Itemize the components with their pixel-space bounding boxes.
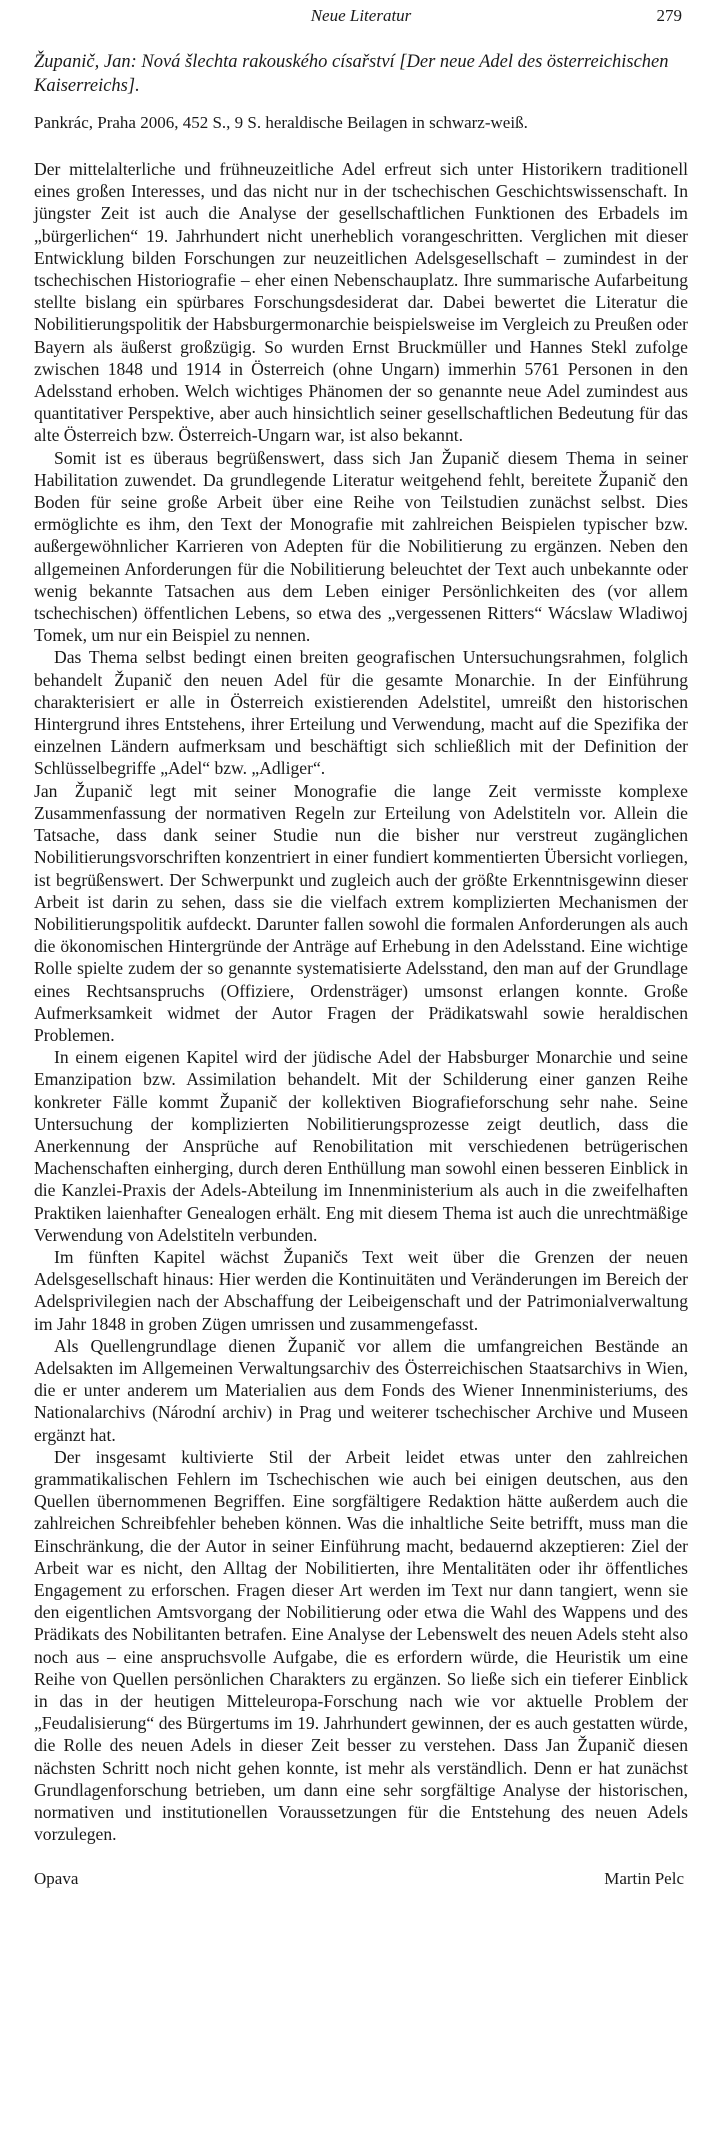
paragraph-5: In einem eigenen Kapitel wird der jüdische Adel der Habsburger Monarchie und seine Emanzipation bzw. Assimilation behandelt. Mit der Schilderung einer ganzen Reihe konkreter Fälle kommt Županič der kollektiven Biografieforschung sehr nahe. Seine Untersuchung der komplizierten Nobilitierungsprozesse zeigt deutlich, dass die Anerkennung der Ansprüche auf Renobilitation mit verschiedenen betrügerischen Machenschaften einherging, durch deren Enthüllung man sowohl einen besseren Einblick in die Kanzlei-Praxis der Adels-Abteilung im Innenministerium als auch in die zweifelhaften Praktiken laienhafter Genealogen erhält. Eng mit diesem Thema ist auch die unrechtmäßige Verwendung von Adelstiteln verbunden. — [34, 1047, 688, 1245]
page-header — [34, 4, 688, 34]
page-number: 279 — [656, 6, 682, 25]
paragraph-8: Der insgesamt kultivierte Stil der Arbeit leidet etwas unter den zahlreichen grammatikalischen Fehlern im Tschechischen wie auch bei einigen deutschen, aus den Quellen übernommenen Begriffen. Eine sorgfältigere Redaktion hätte außerdem auch die zahlreichen Schreibfehler beheben können. Was die inhaltliche Seite betrifft, muss man die Einschränkung, die der Autor in seiner Einführung macht, bedauernd akzeptieren: Ziel der Arbeit war es nicht, den Alltag der Nobilitierten, ihre Mentalitäten oder ihr öffentliches Engagement zu erforschen. Fragen dieser Art werden im Text nur dann tangiert, wenn sie den eigentlichen Amtsvorgang der Nobilitierung oder etwa die Wahl des Wappens und des Prädikats des Nobilitanten betrafen. Eine Analyse der Lebenswelt des neuen Adels steht also noch aus – eine anspruchsvolle Aufgabe, die es erfordern würde, die Heuristik um eine Reihe von Quellen persönlichen Charakters zu ergänzen. So ließe sich ein tieferer Einblick in das in der heutigen Mitteleuropa-Forschung nach wie vor aktuelle Problem der „Feudalisierung“ des Bürgertums im 19. Jahrhundert gewinnen, der es auch gestatten würde, die Rolle des neuen Adels in dieser Zeit besser zu verstehen. Dass Jan Županič diesen nächsten Schritt noch nicht gehen konnte, ist mehr als verständlich. Denn er hat zunächst Grundlagenforschung betrieben, um dann eine sehr sorgfältige Analyse der historischen, normativen und institutionellen Voraussetzungen für die Entstehung des neuen Adels vorzulegen. — [34, 1446, 688, 1845]
review-title: Županič, Jan: Nová šlechta rakouského císařství [Der neue Adel des österreichischen Kaiserreichs]. — [34, 52, 669, 96]
reviewer-place: Opava — [34, 1869, 79, 1889]
reviewer-name: Martin Pelc — [604, 1869, 684, 1889]
review-body — [34, 158, 688, 1845]
paragraph-1: Der mittelalterliche und frühneuzeitliche Adel erfreut sich unter Historikern traditionell eines großen Interesses, und das nicht nur in der tschechischen Geschichtswissenschaft. In jüngster Zeit ist auch die Analyse der gesellschaftlichen Funktionen des Erbadels im „bürgerlichen“ 19. Jahrhundert nicht unerheblich vorangeschritten. Verglichen mit dieser Entwicklung bilden Forschungen zur neuzeitlichen Adelsgesellschaft – zumindest in der tschechischen Historiografie – eher einen Nebenschauplatz. Ihre summarische Aufarbeitung stellte bislang ein spürbares Forschungsdesiderat dar. Dabei bewertet die Literatur die Nobilitierungspolitik der Habsburgermonarchie beispielsweise im Vergleich zu Preußen oder Bayern als äußerst großzügig. So wurden Ernst Bruckmüller und Hannes Stekl zufolge zwischen 1848 und 1914 in Österreich (ohne Ungarn) immerhin 5761 Personen in den Adelsstand erhoben. Welch wichtiges Phänomen der so genannte neue Adel zumindest aus quantitativer Perspektive, aber auch hinsichtlich seiner gesellschaftlichen Bedeutung für das alte Österreich bzw. Österreich-Ungarn war, ist also bekannt. — [34, 159, 688, 446]
review-footer — [34, 1869, 688, 1893]
paragraph-7: Als Quellengrundlage dienen Županič vor allem die umfangreichen Bestände an Adelsakten im Allgemeinen Verwaltungsarchiv des Österreichischen Staatsarchivs in Wien, die er unter anderem um Materialien aus dem Fonds des Wiener Innenministeriums, des Nationalarchivs (Národní archiv) in Prag und weiterer tschechischer Archive und Museen ergänzt hat. — [34, 1335, 688, 1445]
paragraph-4: Jan Županič legt mit seiner Monografie die lange Zeit vermisste komplexe Zusammenfassung der normativen Regeln zur Erteilung von Adelstiteln vor. Allein die Tatsache, dass dank seiner Studie nun die bisher nur verstreut zugänglichen Nobilitierungsvorschriften konzentriert in einer fundiert kommentierten Übersicht vorliegen, ist begrüßenswert. Der Schwerpunkt und zugleich auch der größte Erkenntnisgewinn dieser Arbeit ist darin zu sehen, dass sie die vielfach extrem komplizierten Mechanismen der Nobilitierungspolitik aufdeckt. Darunter fallen sowohl die formalen Anforderungen als auch die ökonomischen Hintergründe der Anträge auf Erhebung in den Adelsstand. Eine wichtige Rolle spielte zudem der so genannte systematisierte Adelsstand, den man auf der Grundlage eines Rechtsanspruchs (Offiziere, Ordensträger) umsonst erlangen konnte. Große Aufmerksamkeit widmet der Autor Fragen der Prädikatswahl sowie heraldischen Problemen. — [34, 780, 688, 1045]
publication-info: Pankrác, Praha 2006, 452 S., 9 S. heraldische Beilagen in schwarz-weiß. — [34, 113, 528, 132]
paragraph-2: Somit ist es überaus begrüßenswert, dass sich Jan Županič diesem Thema in seiner Habilitation zuwendet. Da grundlegende Literatur weitgehend fehlt, bereitete Županič den Boden für seine große Arbeit über eine Reihe von Teilstudien zunächst selbst. Dies ermöglichte es ihm, den Text der Monografie mit zahlreichen Beispielen typischer bzw. außergewöhnlicher Karrieren von Adepten für die Nobilitierung zu ergänzen. Neben den allgemeinen Anforderungen für die Nobilitierung beleuchtet der Text auch unbekannte oder wenig bekannte Tatsachen aus dem Leben einiger Persönlichkeiten des (vor allem tschechischen) öffentlichen Lebens, so etwa des „vergessenen Ritters“ Wácslaw Wladiwoj Tomek, um nur ein Beispiel zu nennen. — [34, 447, 688, 646]
paragraph-3: Das Thema selbst bedingt einen breiten geografischen Untersuchungsrahmen, folglich behandelt Županič den neuen Adel für die gesamte Monarchie. In der Einführung charakterisiert er alle in Österreich existierenden Adelstitel, umreißt den historischen Hintergrund ihres Entstehens, ihrer Erteilung und Verwendung, macht auf die Spezifika der einzelnen Ländern aufmerksam und beschäftigt sich schließlich mit der Definition der Schlüsselbegriffe „Adel“ bzw. „Adliger“. — [34, 647, 688, 779]
paragraph-6: Im fünften Kapitel wächst Županičs Text weit über die Grenzen der neuen Adelsgesellschaft hinaus: Hier werden die Kontinuitäten und Veränderungen im Bereich der Adelsprivilegien nach der Abschaffung der Leibeigenschaft und der Patrimonialverwaltung im Jahr 1848 in groben Zügen umrissen und zusammengefasst. — [34, 1246, 688, 1334]
running-title: Neue Literatur — [310, 6, 412, 25]
